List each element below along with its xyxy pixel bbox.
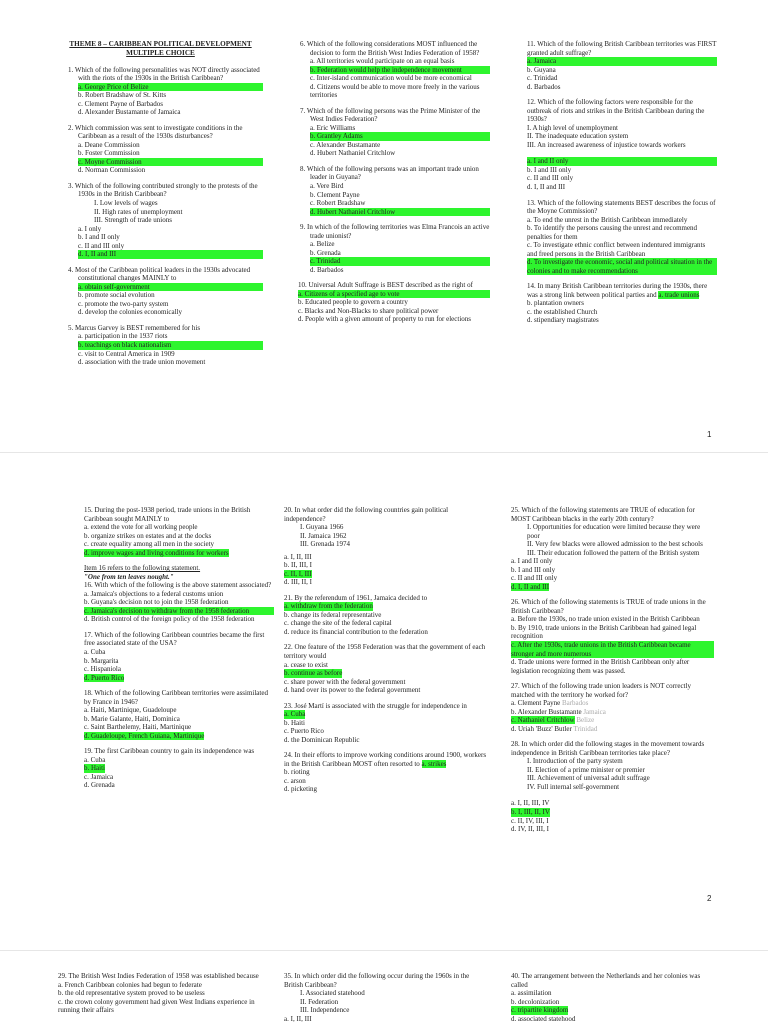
question-9 xyxy=(294,223,490,274)
territory-note: Barbados xyxy=(561,699,589,708)
question-40 xyxy=(511,972,714,1023)
answer-option-b: b. Clement Payne xyxy=(310,190,360,199)
question-number: 20. xyxy=(284,506,293,514)
question-text: Which of the following statements are TRUE of education for MOST Caribbean blacks in the early 20th century? xyxy=(511,506,695,523)
statement-i: I. Low levels of wages xyxy=(94,199,158,207)
question-28 xyxy=(511,740,714,833)
answer-option-d: d. Grenada xyxy=(84,781,115,790)
answer-option-a: a. I, II, III xyxy=(284,1014,312,1023)
question-text: Which of the following persons was an important trade union leader in Guyana? xyxy=(306,164,479,182)
statement-i: I. Opportunities for education were limited because they were poor xyxy=(527,523,701,540)
answer-option-b: b. To identify the persons causing the unrest and recommend penalties for them xyxy=(527,224,698,241)
answer-option-b: b. I, III, II, IV xyxy=(511,808,550,816)
question-24 xyxy=(284,751,488,794)
answer-option-c: c. II and III only xyxy=(78,241,125,250)
question-text: José Martí is associated with the struggle for independence in xyxy=(294,701,467,710)
question-number: 15. xyxy=(84,506,93,514)
question-text: In many British Caribbean territories during the 1930s, there was a strong link between political parties and xyxy=(527,282,708,299)
answer-option-a: a. Eric Williams xyxy=(310,123,356,132)
statement-i: I. Guyana 1966 xyxy=(300,523,344,532)
territory-note: Belize xyxy=(576,716,595,725)
question-27 xyxy=(511,682,714,733)
statement-iii: III. Achievement of universal adult suffrage xyxy=(527,774,650,783)
question-8 xyxy=(294,165,490,216)
question-text: Which of the following personalities was NOT directly associated with the riots of the 1930s in the British Caribbean? xyxy=(74,65,260,83)
question-25 xyxy=(511,506,714,591)
answer-option-d: d. IV, II, III, I xyxy=(511,825,549,834)
answer-option-b: b. I and III only xyxy=(527,165,572,174)
answer-option-d: d. Hubert Nathaniel Critchlow xyxy=(310,208,490,217)
quoted-statement: "One from ten leaves nought." xyxy=(84,572,174,581)
answer-option-a: a. Jamaica xyxy=(527,57,717,66)
answer-option-c: c. Trinidad xyxy=(527,74,558,83)
page-divider xyxy=(0,452,768,453)
answer-option-d: d. develop the colonies economically xyxy=(78,308,182,317)
answer-option-d: d. Citizens would be able to move more freely in the various territories xyxy=(310,82,480,100)
answer-option-c: c. II, IV, III, I xyxy=(511,816,549,825)
answer-option-a: a. I only xyxy=(78,224,102,233)
answer-option-d: d. I, II and III xyxy=(511,582,550,591)
question-11 xyxy=(527,40,717,91)
question-number: 35. xyxy=(284,972,293,980)
answer-option-b: b. Educated people to govern a country xyxy=(298,298,408,307)
answer-option-d: d. Alexander Bustamante of Jamaica xyxy=(78,108,181,117)
question-text: Universal Adult Suffrage is BEST described as the right of xyxy=(308,281,473,290)
answer-option-d: d. stipendiary magistrates xyxy=(527,316,599,325)
answer-option-d: d. Trade unions were formed in the British Caribbean only after legislation recognizing them was passed. xyxy=(511,658,690,675)
answer-option-b xyxy=(511,708,714,717)
statement-ii: II. Federation xyxy=(300,997,339,1006)
answer-option-c: c. tripartite kingdom xyxy=(511,1006,569,1015)
page3-column-1 xyxy=(58,972,278,1022)
answer-option-b: b. Federation would help the independence movement xyxy=(310,66,490,75)
question-number: 29. xyxy=(58,972,67,980)
statement-iv: IV. Full internal self-government xyxy=(527,782,620,791)
question-23 xyxy=(284,702,488,745)
question-text: Marcus Garvey is BEST remembered for his xyxy=(75,323,201,332)
answer-option-b: b. teachings on black nationalism xyxy=(78,341,263,350)
question-number: 26. xyxy=(511,598,520,607)
answer-option-d: d. picketing xyxy=(284,785,318,794)
answer-option-d: d. reduce its financial contribution to the federation xyxy=(284,627,428,636)
page3-column-3 xyxy=(511,972,714,1024)
answer-option-c: c. Puerto Rico xyxy=(284,727,324,736)
question-text: In which order did the following occur during the 1960s in the British Caribbean? xyxy=(284,972,470,989)
answer-option-a: a. Cuba xyxy=(84,647,106,656)
question-10 xyxy=(294,281,490,324)
answer-option-c: c. Alexander Bustamante xyxy=(310,140,381,149)
answer-text: b. Alexander Bustamante xyxy=(511,707,582,716)
answer-option-b: b. Grenada xyxy=(310,248,341,257)
answer-option-d: d. association with the trade union movement xyxy=(78,358,206,367)
territory-note: Jamaica xyxy=(583,707,606,716)
statement-i: I. Introduction of the party system xyxy=(527,757,623,766)
answer-option-a: a. Belize xyxy=(310,240,335,249)
answer-option-b: b. Haiti xyxy=(84,764,105,773)
question-number: 16. xyxy=(84,581,93,590)
question-3 xyxy=(58,182,263,259)
answer-option-a: a. strikes xyxy=(421,759,447,768)
answer-option-b: b. the old representative system proved to be useless xyxy=(58,989,205,998)
answer-option-a: a. participation in the 1937 riots xyxy=(78,332,168,341)
question-number: 5. xyxy=(68,323,74,332)
statement-ii: II. Jamaica 1962 xyxy=(300,531,347,540)
page-2 xyxy=(0,500,768,920)
question-text: Which of the following Caribbean territories were assimilated by France in 1946? xyxy=(84,689,268,706)
question-text: In what order did the following countries gain political independence? xyxy=(284,506,449,523)
question-text: Which of the following British Caribbean territories was FIRST granted adult suffrage? xyxy=(527,40,717,57)
answer-option-a: a. I, II, III xyxy=(284,552,312,561)
statement-iii: III. Grenada 1974 xyxy=(300,540,350,549)
question-number: 2. xyxy=(68,123,74,132)
answer-option-d: d. Barbados xyxy=(310,265,344,274)
answer-option-d: d. British control of the foreign policy of the 1958 federation xyxy=(84,615,255,624)
question-number: 1. xyxy=(68,65,74,74)
page1-column-3 xyxy=(527,40,717,332)
answer-option-b: b. plantation owners xyxy=(527,299,584,308)
statement-ii: II. High rates of unemployment xyxy=(94,207,183,216)
territory-note: Trinidad xyxy=(573,724,598,733)
answer-option-a: a. Citizens of a specified age to vote xyxy=(298,290,490,299)
answer-option-a: a. trade unions xyxy=(658,290,700,299)
answer-option-c: c. Moyne Commission xyxy=(78,158,263,167)
answer-option-a: a. withdraw from the federation xyxy=(284,602,373,611)
answer-option-a: a. Cuba xyxy=(284,710,306,719)
question-text: Which of the following persons was the Prime Minister of the West Indies Federation? xyxy=(306,106,481,124)
answer-option-d xyxy=(511,725,714,734)
question-35 xyxy=(284,972,488,1023)
answer-option-a: a. George Price of Belize xyxy=(78,83,263,92)
answer-option-b: b. Guyana xyxy=(527,65,556,74)
question-number: 18. xyxy=(84,689,93,698)
page-3 xyxy=(0,970,768,1024)
question-16 xyxy=(84,564,274,624)
question-text: Which of the following statements BEST describes the focus of the Moyne Commission? xyxy=(527,198,716,216)
statement-iii: III. Independence xyxy=(300,1006,350,1015)
question-18 xyxy=(84,689,274,740)
question-number: 7. xyxy=(300,106,306,115)
answer-option-a: a. All territories would participate on an equal basis xyxy=(310,57,455,66)
answer-option-c: c. To investigate ethnic conflict between indentured immigrants and freed persons in the British Caribbean xyxy=(527,241,706,258)
answer-option-b: b. change its federal representative xyxy=(284,610,382,619)
answer-option-c: c. Clement Payne of Barbados xyxy=(78,99,163,108)
answer-option-c: c. Trinidad xyxy=(310,257,490,266)
statement-ii: II. The inadequate education system xyxy=(527,132,629,141)
question-text: Which of the following statements is TRUE of trade unions in the British Caribbean? xyxy=(511,598,706,615)
question-number: 28. xyxy=(511,740,520,749)
answer-option-b: b. Grantley Adams xyxy=(310,132,490,141)
page2-column-2 xyxy=(284,506,488,801)
answer-option-c xyxy=(511,716,714,725)
statement-iii: III. Strength of trade unions xyxy=(94,216,172,225)
question-text: The first Caribbean country to gain its independence was xyxy=(94,747,255,756)
question-text: The British West Indies Federation of 1958 was established because xyxy=(68,972,259,980)
answer-option-d: d. improve wages and living conditions for workers xyxy=(84,548,229,557)
answer-option-d: d. I, II and III xyxy=(527,182,566,191)
answer-option-a: a. I and II only xyxy=(511,557,553,566)
answer-option-b: b. rioting xyxy=(284,768,310,777)
answer-option-d: d. Puerto Rico xyxy=(84,673,125,682)
question-2 xyxy=(58,124,263,175)
question-number: 11. xyxy=(527,40,536,48)
answer-option-a: a. Vere Bird xyxy=(310,181,344,190)
answer-option-b: b. I and III only xyxy=(511,565,556,574)
question-number: 6. xyxy=(300,40,306,48)
question-text: The arrangement between the Netherlands and her colonies was called xyxy=(511,972,701,989)
question-number: 40. xyxy=(511,972,520,980)
answer-option-a: a. Deane Commission xyxy=(78,140,140,149)
answer-option-b: b. organize strikes on estates and at the docks xyxy=(84,531,212,540)
question-6 xyxy=(294,40,490,100)
answer-option-d: d. I, II and III xyxy=(78,250,263,259)
answer-option-d: d. Hubert Nathaniel Critchlow xyxy=(310,149,396,158)
question-number: 9. xyxy=(300,223,306,232)
question-text: Which of the following Caribbean countries became the first free associated state of the USA? xyxy=(84,630,265,648)
answer-option-c: c. Hispaniola xyxy=(84,665,121,674)
question-number: 27. xyxy=(511,682,520,691)
question-text: Which commission was sent to investigate conditions in the Caribbean as a result of the 1930s disturbances? xyxy=(74,123,243,141)
question-number: 19. xyxy=(84,747,93,756)
answer-option-b: b. Marie Galante, Haiti, Dominica xyxy=(84,714,180,723)
answer-option-c: c. change the site of the federal capital xyxy=(284,619,392,628)
answer-option-b: b. Robert Bradshaw of St. Kitts xyxy=(78,91,167,100)
page3-column-2 xyxy=(284,972,488,1024)
question-text: By the referendum of 1961, Jamaica decided to xyxy=(294,593,428,602)
answer-option-c: c. Inter-island communication would be more economical xyxy=(310,74,472,83)
answer-option-c: c. visit to Central America in 1909 xyxy=(78,349,175,358)
question-4 xyxy=(58,266,263,317)
answer-option-a xyxy=(511,699,714,708)
question-number: 17. xyxy=(84,630,93,639)
statement-i: I. A high level of unemployment xyxy=(527,123,618,132)
question-20 xyxy=(284,506,488,587)
answer-option-d: d. hand over its power to the federal government xyxy=(284,686,421,695)
answer-option-c: c. II and III only xyxy=(511,574,558,583)
answer-text: d. Uriah 'Buzz' Butler xyxy=(511,724,572,733)
statement-ii: II. Election of a prime minister or premier xyxy=(527,765,645,774)
answer-text: c. Nathaniel Critchlow xyxy=(511,716,575,725)
answer-option-c: c. the established Church xyxy=(527,307,598,316)
answer-option-a: a. Cuba xyxy=(84,755,106,764)
answer-option-a: a. I and II only xyxy=(527,157,717,166)
question-14 xyxy=(527,282,717,325)
question-text: Which of the following trade union leaders is NOT correctly matched with the territory he worked for? xyxy=(511,682,691,699)
answer-option-b: b. Foster Commission xyxy=(78,149,140,158)
answer-option-b: b. Haiti xyxy=(284,718,305,727)
question-7 xyxy=(294,107,490,158)
answer-option-d: d. People with a given amount of property to run for elections xyxy=(298,315,472,324)
answer-option-b: b. continue as before xyxy=(284,669,343,678)
question-5 xyxy=(58,324,263,367)
answer-option-c: c. Jamaica's decision to withdraw from the 1958 federation xyxy=(84,607,274,616)
question-text: Most of the Caribbean political leaders in the 1930s advocated constitutional changes MAINLY to xyxy=(75,265,251,283)
question-number: 12. xyxy=(527,98,536,107)
answer-option-c: c. promote the two-party system xyxy=(78,299,169,308)
answer-option-a: a. Haiti, Martinique, Guadeloupe xyxy=(84,706,177,715)
question-text: In which order did the following stages in the movement towards independence in British Caribbean territories take place? xyxy=(511,740,705,757)
answer-option-c: c. After the 1930s, trade unions in the British Caribbean became stronger and more numerous xyxy=(511,641,714,658)
question-15 xyxy=(84,506,274,557)
answer-option-a: a. French Caribbean colonies had begun to federate xyxy=(58,980,202,989)
page2-column-1 xyxy=(84,506,274,797)
answer-option-c: c. II and III only xyxy=(527,174,574,183)
question-21 xyxy=(284,594,488,637)
answer-option-d: d. the Dominican Republic xyxy=(284,735,360,744)
answer-option-a: a. To end the unrest in the British Caribbean immediately xyxy=(527,215,688,224)
answer-option-c: c. arson xyxy=(284,776,306,785)
answer-option-b: b. II, III, I xyxy=(284,561,312,570)
question-29 xyxy=(58,972,278,1015)
question-text: One feature of the 1958 Federation was that the government of each territory would xyxy=(284,643,486,660)
answer-option-c: c. II, I, III xyxy=(284,569,312,578)
answer-option-b: b. I and II only xyxy=(78,233,120,242)
answer-option-b: b. Guyana's decision not to join the 1958 federation xyxy=(84,598,229,607)
question-number: 21. xyxy=(284,593,293,602)
answer-option-a: a. obtain self-government xyxy=(78,283,263,292)
answer-option-c: c. Blacks and Non-Blacks to share political power xyxy=(298,306,439,315)
answer-option-d: d. Guadeloupe, French Guiana, Martinique xyxy=(84,731,205,740)
question-12 xyxy=(527,98,717,191)
question-number: 25. xyxy=(511,506,520,514)
answer-option-a: a. assimilation xyxy=(511,989,552,998)
answer-option-d: d. associated statehood xyxy=(511,1014,576,1023)
question-1 xyxy=(58,66,263,117)
page1-column-1 xyxy=(58,40,263,374)
question-number: 10. xyxy=(298,281,307,290)
question-number: 13. xyxy=(527,198,536,207)
answer-option-a: a. I, II, III, IV xyxy=(511,799,550,808)
question-number: 4. xyxy=(68,265,74,274)
question-text: Which of the following contributed strongly to the protests of the 1930s in the British Caribbean? xyxy=(74,181,258,199)
question-number: 23. xyxy=(284,701,293,710)
answer-text: a. Clement Payne xyxy=(511,699,561,708)
question-text: During the post-1938 period, trade unions in the British Caribbean sought MAINLY to xyxy=(84,506,251,523)
page-divider xyxy=(0,950,768,951)
answer-option-b: b. decolonization xyxy=(511,997,560,1006)
question-text: With which of the following is the above statement associated? xyxy=(94,581,272,590)
answer-option-b: b. Margarita xyxy=(84,656,119,665)
answer-option-a: a. Jamaica's objections to a federal customs union xyxy=(84,589,224,598)
page-number: 1 xyxy=(707,430,712,439)
answer-option-c: c. Jamaica xyxy=(84,772,114,781)
question-number: 24. xyxy=(284,751,293,760)
statement-iii: III. Their education followed the pattern of the British system xyxy=(527,548,700,557)
answer-option-a: a. cease to exist xyxy=(284,660,328,669)
answer-option-c: c. Robert Bradshaw xyxy=(310,199,366,208)
answer-option-b: b. By 1910, trade unions in the British Caribbean had gained legal recognition xyxy=(511,623,697,641)
question-number: 22. xyxy=(284,643,293,652)
question-text: Which of the following considerations MOST influenced the decision to form the British West Indies Federation of 1958? xyxy=(306,40,480,57)
question-17 xyxy=(84,631,274,682)
question-number: 14. xyxy=(527,282,536,291)
question-26 xyxy=(511,598,714,675)
page-1 xyxy=(0,0,768,450)
statement-ii: II. Very few blacks were allowed admission to the best schools xyxy=(527,540,703,549)
item-reference: Item 16 refers to the following statement. xyxy=(84,564,201,573)
statement-iii: III. An increased awareness of injustice towards workers xyxy=(527,140,686,149)
answer-option-c: c. the crown colony government had given West Indians experience in running their affairs xyxy=(58,997,255,1015)
answer-option-c: c. Saint Barthelemy, Haiti, Martinique xyxy=(84,723,192,732)
question-22 xyxy=(284,643,488,694)
answer-option-d: d. Barbados xyxy=(527,82,561,91)
question-number: 3. xyxy=(68,181,74,190)
answer-option-c: c. create equality among all men in the society xyxy=(84,540,215,549)
page-number: 2 xyxy=(707,894,712,903)
question-13 xyxy=(527,199,717,276)
question-text: In their efforts to improve working conditions around 1900, workers in the British Caribbean MOST often resorted to xyxy=(284,751,487,768)
statement-i: I. Associated statehood xyxy=(300,989,365,998)
answer-option-c: c. share power with the federal government xyxy=(284,677,406,686)
answer-option-d: d. To investigate the economic, social and political situation in the colonies and to make recommendations xyxy=(527,258,717,275)
page1-column-2 xyxy=(294,40,490,331)
page2-column-3 xyxy=(511,506,714,841)
answer-option-b: b. promote social evolution xyxy=(78,291,155,300)
answer-option-a: a. extend the vote for all working people xyxy=(84,523,198,532)
answer-option-a: a. Before the 1930s, no trade union existed in the British Caribbean xyxy=(511,615,700,624)
question-text: Which of the following factors were responsible for the outbreak of riots and strikes in the British Caribbean during the 1930s? xyxy=(527,98,705,124)
answer-option-d: d. III, II, I xyxy=(284,578,312,587)
answer-option-d: d. Norman Commission xyxy=(78,166,146,175)
question-text: In which of the following territories was Elma Francois an active trade unionist? xyxy=(307,223,490,240)
question-19 xyxy=(84,747,274,790)
question-number: 8. xyxy=(300,164,306,173)
theme-title: THEME 8 – CARIBBEAN POLITICAL DEVELOPMENT MULTIPLE CHOICE xyxy=(69,40,252,57)
